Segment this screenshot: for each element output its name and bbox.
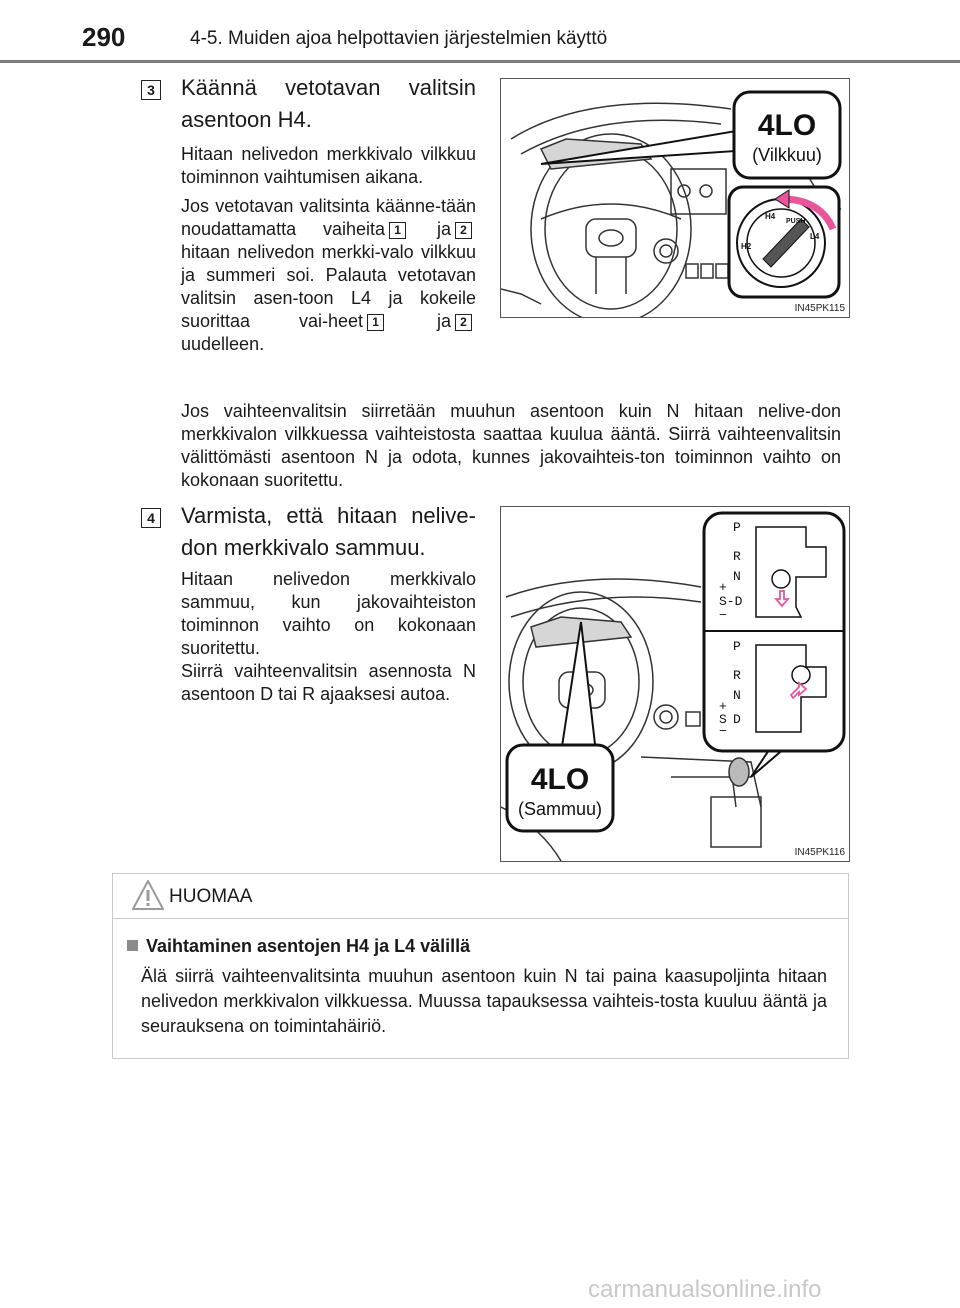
callout-4lo-off-label: 4LO [530,763,590,796]
figure-code: IN45PK115 [794,303,845,314]
callout-4lo-label: 4LO [757,109,817,142]
gate-bottom-p: P [733,639,741,654]
step-ref-1b: 1 [367,314,384,331]
chapter-title: 4-5. Muiden ajoa helpottavien järjestelmien käyttö [190,28,608,49]
caution-header [113,874,848,919]
figure-dashboard-4lo-blinking [500,78,850,318]
dial-h4-label: H4 [765,212,776,221]
step-number-4: 4 [141,508,161,528]
step-4-para-1: Hitaan nelivedon merkkivalo sammuu, kun jakovaihteiston toiminnon vaihto on kokonaan suoritettu. [181,569,476,658]
step-3-para-2-d: ja [436,311,451,331]
gate-top-plus: + [719,580,727,595]
gate-top-r: R [733,549,741,564]
step-3-text [181,143,476,362]
gate-top-n: N [733,569,741,584]
gate-top-p: P [733,520,741,535]
page-number: 290 [82,22,126,52]
header-rule [0,60,960,63]
gate-bottom-r: R [733,668,741,683]
caution-box [112,873,849,1059]
step-3-para-1: Hitaan nelivedon merkkivalo vilkkuu toiminnon vaihtumisen aikana. [181,144,476,187]
step-ref-1: 1 [389,222,406,239]
step-ref-2: 2 [455,222,472,239]
caution-label: HUOMAA [169,886,253,907]
step-3-para-2-b: ja [436,219,451,239]
bullet-square-icon [127,940,138,951]
step-3-para-2-c: hitaan nelivedon merkki-valo vilkkuu ja summeri soi. Palauta vetotavan valitsin asen-toon L4 ja kokeile suorittaa vai-heet [181,242,476,331]
gate-bottom-plus: + [719,699,727,714]
step-4-title: Varmista, että hitaan nelive-don merkkivalo sammuu. [181,503,476,560]
shift-gate-illustration [501,507,849,861]
step-4-text [181,568,476,712]
gate-bottom-n: N [733,688,741,703]
step-3-para-2-a: Jos vetotavan valitsinta käänne-tään noudattamatta vaiheita [181,196,476,239]
caution-title-text: Vaihtaminen asentojen H4 ja L4 välillä [146,936,471,956]
callout-blinking-label: (Vilkkuu) [752,145,822,165]
step-number-3: 3 [141,80,161,100]
gate-top-minus: − [719,608,727,623]
figure-code-2: IN45PK116 [794,847,845,858]
step-4-para-2: Siirrä vaihteenvalitsin asennosta N asentoon D tai R ajaaksesi autoa. [181,661,476,704]
watermark: carmanualsonline.info [588,1276,822,1303]
dial-l4-label: L4 [810,232,820,241]
step-3-note: Jos vaihteenvalitsin siirretään muuhun asentoon kuin N hitaan nelive-don merkkivalon vilkkuessa vaihteistosta saattaa kuulua ääntä. Siirrä vaihteenvalitsin välittömästi asentoon N ja odota, kunnes jakovaihteis-ton toiminnon vaihto on kokonaan suoritettu. [181,401,841,490]
gate-bottom-s: S [719,712,727,727]
dashboard-illustration [501,79,849,317]
step-3-title: Käännä vetotavan valitsin asentoon H4. [181,75,476,132]
callout-off-label: (Sammuu) [517,799,603,819]
step-3-para-2-e: uudelleen. [181,334,265,354]
gate-top-sd: S-D [719,594,743,609]
gate-bottom-d: D [733,712,741,727]
figure-dashboard-4lo-off [500,506,850,862]
caution-body: Älä siirrä vaihteenvalitsinta muuhun asentoon kuin N tai paina kaasupoljinta hitaan nelivedon merkkivalon vilkkuessa. Muussa tapauksessa vaihteis-tosta kuuluu ääntä ja seurauksena on toimintahäiriö. [141,966,827,1036]
step-ref-2b: 2 [455,314,472,331]
dial-h2-label: H2 [741,242,752,251]
dial-push-label: PUSH [786,218,806,225]
caution-title [127,936,470,957]
warning-triangle-icon [131,878,165,912]
gate-bottom-minus: − [719,724,727,739]
step-3-para-2 [181,195,476,356]
